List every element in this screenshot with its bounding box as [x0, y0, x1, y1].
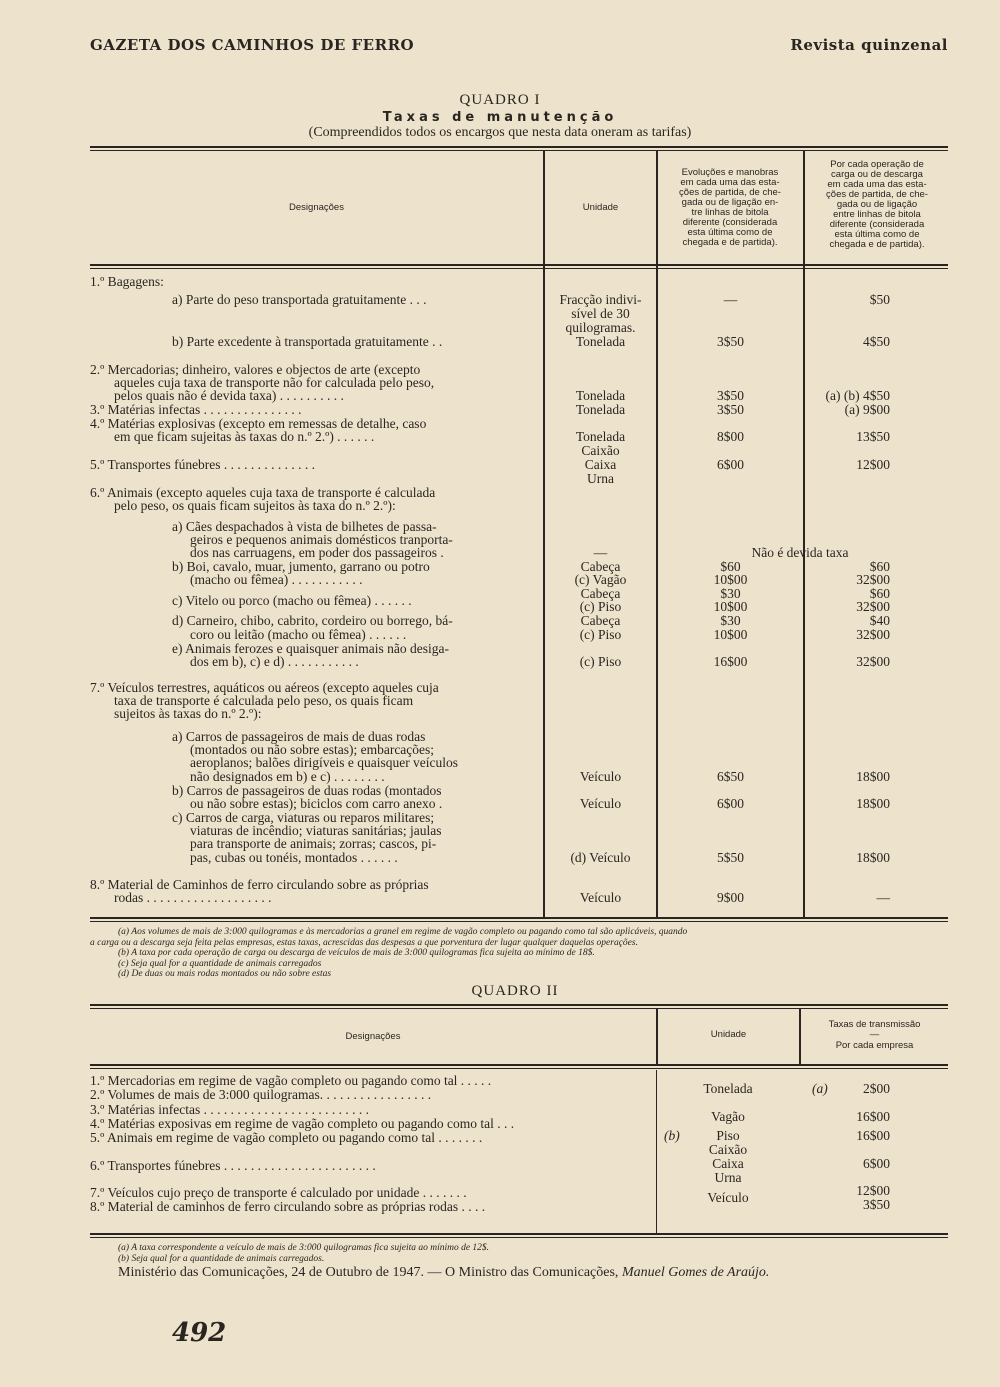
row-operacao-value: 32$00 — [856, 599, 890, 614]
row-unit: Fracção indivi- — [559, 292, 642, 307]
row-unit: — — [593, 545, 608, 560]
q2-row-unit: Urna — [714, 1170, 742, 1185]
row-designation: geiros e pequenos animais domésticos tranporta- — [190, 533, 453, 547]
col-operacao-line: esta última como de — [834, 229, 920, 240]
col-evolucoes-line: esta última como de — [687, 227, 773, 238]
row-evolucoes-value: 3$50 — [717, 402, 744, 417]
q2-col-unidade: Unidade — [710, 1029, 747, 1040]
q2-row-unit: Vagão — [711, 1109, 745, 1124]
q2-row-designation: 1.º Mercadorias em regime de vagão completo ou pagando como tal . . . . . — [90, 1074, 492, 1088]
row-evolucoes-value: 9$00 — [717, 890, 744, 905]
row-designation: viaturas de incêndio; viaturas sanitárias; jaulas — [190, 824, 442, 838]
row-unit: Tonelada — [575, 388, 626, 403]
row-unit: (c) Piso — [579, 627, 622, 642]
row-designation: c) Carros de carga, viaturas ou reparos militares; — [172, 811, 435, 825]
row-operacao-value: 4$50 — [863, 334, 890, 349]
row-unit: Tonelada — [575, 402, 626, 417]
q2-unit-mark: (b) — [664, 1128, 680, 1143]
quadro1-subtitle: Taxas de manutenção — [382, 110, 618, 125]
row-designation: ou não sobre estas); biciclos com carro anexo . — [190, 797, 443, 811]
col-operacao-line: em cada uma das esta- — [827, 179, 927, 190]
signature-line — [118, 1265, 769, 1281]
q2-row-designation: 2.º Volumes de mais de 3:000 quilogramas. . . . . . . . . . . . . . . . . — [90, 1088, 432, 1102]
row-designation: pelo peso, os quais ficam sujeitos às taxa do n.º 2.º): — [114, 499, 396, 513]
row-span-note: Não é devida taxa — [751, 545, 849, 560]
row-unit: Caixa — [584, 457, 617, 472]
row-operacao-value: $60 — [869, 559, 890, 574]
q2-col-taxas: Taxas de transmissão — [828, 1019, 921, 1030]
row-evolucoes-value: 6$00 — [717, 796, 744, 811]
q2-row-value: 6$00 — [863, 1156, 890, 1171]
col-operacao-line: ções de partida, de che- — [826, 189, 928, 200]
col-evolucoes-line: em cada uma das esta- — [680, 177, 780, 188]
row-unit: (c) Piso — [579, 599, 622, 614]
row-designation: dos em b), c) e d) . . . . . . . . . . . — [190, 655, 359, 669]
row-unit: Cabeça — [580, 559, 621, 574]
row-designation: sujeitos às taxas do n.º 2.º): — [114, 707, 262, 721]
row-operacao-value: (a) 9$00 — [844, 402, 890, 417]
q2-row-unit: Tonelada — [703, 1081, 753, 1096]
q2-row-value: 3$50 — [863, 1197, 890, 1212]
q2-row-unit: Veículo — [707, 1190, 749, 1205]
q2-footnote: (a) A taxa correspondente a veículo de mais de 3:000 quilogramas fica sujeita ao mínimo de 12$. — [118, 1243, 490, 1253]
footnote: (a) Aos volumes de mais de 3:000 quilogramas e às mercadorias a granel em regime de vagão completo ou pagando como tal são aplicáveis, quando — [118, 927, 688, 937]
row-evolucoes-value: $60 — [720, 559, 741, 574]
q2-row-unit: Caixa — [712, 1156, 744, 1171]
row-designation: a) Parte do peso transportada gratuitamente . . . — [172, 293, 427, 307]
q2-col-designacoes: Designações — [345, 1031, 401, 1042]
q2-col-empresa: Por cada empresa — [835, 1040, 914, 1051]
row-unit: (d) Veículo — [570, 850, 631, 865]
col-evolucoes-line: Evoluções e manobras — [681, 167, 779, 178]
q2-row-designation: 5.º Animais em regime de vagão completo ou pagando como tal . . . . . . . — [90, 1131, 483, 1145]
row-unit: quilogramas. — [565, 320, 636, 335]
row-operacao-value: 18$00 — [856, 850, 890, 865]
q2-row-value: 2$00 — [863, 1081, 890, 1096]
row-designation: b) Boi, cavalo, muar, jumento, garrano ou potro — [172, 560, 430, 574]
col-operacao — [806, 160, 948, 250]
q2-col-dash: — — [869, 1029, 880, 1040]
footnote: a carga ou a descarga seja feita pelas empresas, estas taxas, acrescidas das despesas a que porventura der lugar qualquer daquelas operações. — [90, 937, 638, 948]
quadro1-note: (Compreendidos todos os encargos que nesta data oneram as tarifas) — [308, 125, 692, 140]
row-evolucoes-value: — — [723, 292, 738, 307]
q2-row-designation: 6.º Transportes fúnebres . . . . . . . . . . . . . . . . . . . . . . . — [90, 1159, 376, 1173]
row-unit: Veículo — [579, 890, 622, 905]
row-designation: aeroplanos; balões dirigíveis e quaisquer veículos — [190, 756, 459, 770]
col-evolucoes-line: diferente (considerada — [682, 217, 778, 228]
row-designation: em que ficam sujeitas às taxas do n.º 2.º) . . . . . . — [114, 430, 375, 444]
q2-row-designation: 8.º Material de caminhos de ferro circulando sobre as próprias rodas . . . . — [90, 1200, 486, 1214]
row-operacao-value: 18$00 — [856, 769, 890, 784]
row-unit: sível de 30 — [571, 306, 630, 321]
q2-row-value: 12$00 — [856, 1183, 890, 1198]
q2-row-designation: 3.º Matérias infectas . . . . . . . . . . . . . . . . . . . . . . . . . — [90, 1103, 370, 1117]
quadro2-title: QUADRO II — [471, 983, 559, 999]
col-evolucoes-line: tre linhas de bitola — [691, 207, 769, 218]
row-designation: (montados ou não sobre estas); embarcações; — [190, 743, 435, 757]
col-operacao-line: entre linhas de bitola — [833, 209, 921, 220]
row-evolucoes-value: $30 — [720, 613, 741, 628]
row-unit: Tonelada — [575, 334, 626, 349]
signature-text: Ministério das Comunicações, 24 de Outubro de 1947. — O Ministro das Comunicações, — [118, 1265, 622, 1280]
row-evolucoes-value: 3$50 — [717, 388, 744, 403]
row-evolucoes-value: 6$00 — [717, 457, 744, 472]
row-designation: taxa de transporte é calculada pelo peso, os quais ficam — [114, 694, 414, 708]
q2-row-unit: Piso — [716, 1128, 740, 1143]
row-operacao-value: — — [876, 890, 890, 905]
minister-name: Manuel Gomes de Araújo. — [621, 1265, 770, 1280]
col-operacao-line: diferente (considerada — [829, 219, 925, 230]
row-designation: pas, cubas ou tonéis, montados . . . . . . — [190, 851, 398, 865]
quadro1-title: QUADRO I — [459, 92, 541, 108]
row-designation: coro ou leitão (macho ou fêmea) . . . . . . — [190, 628, 407, 642]
row-designation: 8.º Material de Caminhos de ferro circulando sobre as próprias — [90, 878, 429, 892]
row-designation: d) Carneiro, chibo, cabrito, cordeiro ou borrego, bá- — [172, 614, 453, 628]
row-designation: pelos quais não é devida taxa) . . . . . . . . . . — [114, 389, 344, 403]
page-number: 492 — [172, 1318, 227, 1348]
col-evolucoes-line: chegada e de partida). — [682, 237, 778, 248]
row-operacao-value: (a) (b) 4$50 — [825, 388, 890, 403]
row-designation: 5.º Transportes fúnebres . . . . . . . . . . . . . . — [90, 458, 316, 472]
row-designation: a) Carros de passageiros de mais de duas rodas — [172, 730, 426, 744]
row-designation: 7.º Veículos terrestres, aquáticos ou aéreos (excepto aqueles cuja — [90, 681, 439, 695]
row-evolucoes-value: $30 — [720, 586, 741, 601]
row-operacao-value: 32$00 — [856, 572, 890, 587]
row-unit: (c) Piso — [579, 654, 622, 669]
journal-title: GAZETA DOS CAMINHOS DE FERRO — [90, 36, 415, 54]
row-operacao-value: 32$00 — [856, 627, 890, 642]
footnote: (c) Seja qual for a quantidade de animais carregados — [118, 958, 322, 969]
row-unit: Veículo — [579, 796, 622, 811]
row-unit: Cabeça — [580, 613, 621, 628]
row-evolucoes-value: 8$00 — [717, 429, 744, 444]
row-designation: aqueles cuja taxa de transporte não for calculada pelo peso, — [114, 376, 435, 390]
row-designation: a) Cães despachados à vista de bilhetes de passa- — [172, 520, 437, 534]
col-designacoes: Designações — [289, 202, 344, 213]
row-designation: (macho ou fêmea) . . . . . . . . . . . — [190, 573, 363, 587]
journal-subtitle: Revista quinzenal — [790, 36, 948, 54]
q2-row-value: 16$00 — [856, 1128, 890, 1143]
row-unit: Urna — [587, 471, 614, 486]
row-evolucoes-value: 10$00 — [713, 572, 748, 587]
row-operacao-value: $60 — [869, 586, 890, 601]
row-designation: 1.º Bagagens: — [90, 275, 164, 289]
row-operacao-value: 13$50 — [856, 429, 890, 444]
row-operacao-value: 18$00 — [856, 796, 890, 811]
col-operacao-line: carga ou de descarga — [831, 169, 923, 180]
col-evolucoes-line: ções de partida, de che- — [679, 187, 781, 198]
row-designation: b) Parte excedente à transportada gratuitamente . . — [172, 335, 443, 349]
footnote: (d) De duas ou mais rodas montados ou não sobre estas — [118, 969, 332, 979]
col-operacao-line: chegada e de partida). — [829, 239, 925, 250]
row-evolucoes-value: 10$00 — [713, 627, 748, 642]
row-designation: para transporte de animais; zorras; cascos, pi- — [190, 837, 437, 851]
row-operacao-value: $50 — [869, 292, 890, 307]
row-operacao-value: 12$00 — [856, 457, 890, 472]
row-evolucoes-value: 16$00 — [713, 654, 748, 669]
row-designation: 2.º Mercadorias; dinheiro, valores e objectos de arte (excepto — [90, 363, 421, 377]
row-unit: Veículo — [579, 769, 622, 784]
row-designation: b) Carros de passageiros de duas rodas (montados — [172, 784, 442, 798]
footnote: (b) A taxa por cada operação de carga ou descarga de veículos de mais de 3:000 quilogramas fica sujeita ao mínimo de 18$. — [118, 948, 595, 958]
row-designation: 3.º Matérias infectas . . . . . . . . . . . . . . . — [90, 403, 302, 417]
q2-row-unit: Caixão — [708, 1142, 748, 1157]
row-unit: Cabeça — [580, 586, 621, 601]
col-operacao-line: gada ou de ligação — [836, 199, 918, 210]
q2-footnote: (b) Seja qual for a quantidade de animais carregados. — [118, 1253, 325, 1264]
q2-value-mark: (a) — [812, 1081, 828, 1096]
q2-row-designation: 4.º Matérias exposivas em regime de vagão completo ou pagando como tal . . . — [90, 1117, 515, 1131]
row-evolucoes-value: 6$50 — [717, 769, 744, 784]
row-unit: Caixão — [581, 443, 620, 458]
row-evolucoes-value: 3$50 — [717, 334, 744, 349]
q2-row-value: 16$00 — [856, 1109, 890, 1124]
col-evolucoes — [660, 168, 800, 248]
row-unit: (c) Vagão — [574, 572, 627, 587]
row-evolucoes-value: 5$50 — [717, 850, 744, 865]
col-operacao-line: Por cada operação de — [830, 159, 924, 170]
row-designation: c) Vitelo ou porco (macho ou fêmea) . . . . . . — [172, 594, 412, 608]
row-operacao-value: 32$00 — [856, 654, 890, 669]
row-designation: e) Animais ferozes e quaisquer animais não desiga- — [172, 642, 450, 656]
col-evolucoes-line: gada ou de ligação en- — [681, 197, 779, 208]
row-designation: rodas . . . . . . . . . . . . . . . . . . . — [114, 891, 272, 905]
row-unit: Tonelada — [575, 429, 626, 444]
row-designation: 6.º Animais (excepto aqueles cuja taxa de transporte é calculada — [90, 486, 436, 500]
row-operacao-value: $40 — [869, 613, 890, 628]
row-designation: dos nas carruagens, em poder dos passageiros . — [190, 546, 444, 560]
col-unidade: Unidade — [582, 202, 619, 213]
q2-row-designation: 7.º Veículos cujo preço de transporte é calculado por unidade . . . . . . . — [90, 1186, 467, 1200]
row-designation: não designados em b) e c) . . . . . . . . — [190, 770, 385, 784]
row-designation: 4.º Matérias explosivas (excepto em remessas de detalhe, caso — [90, 417, 427, 431]
row-evolucoes-value: 10$00 — [713, 599, 748, 614]
